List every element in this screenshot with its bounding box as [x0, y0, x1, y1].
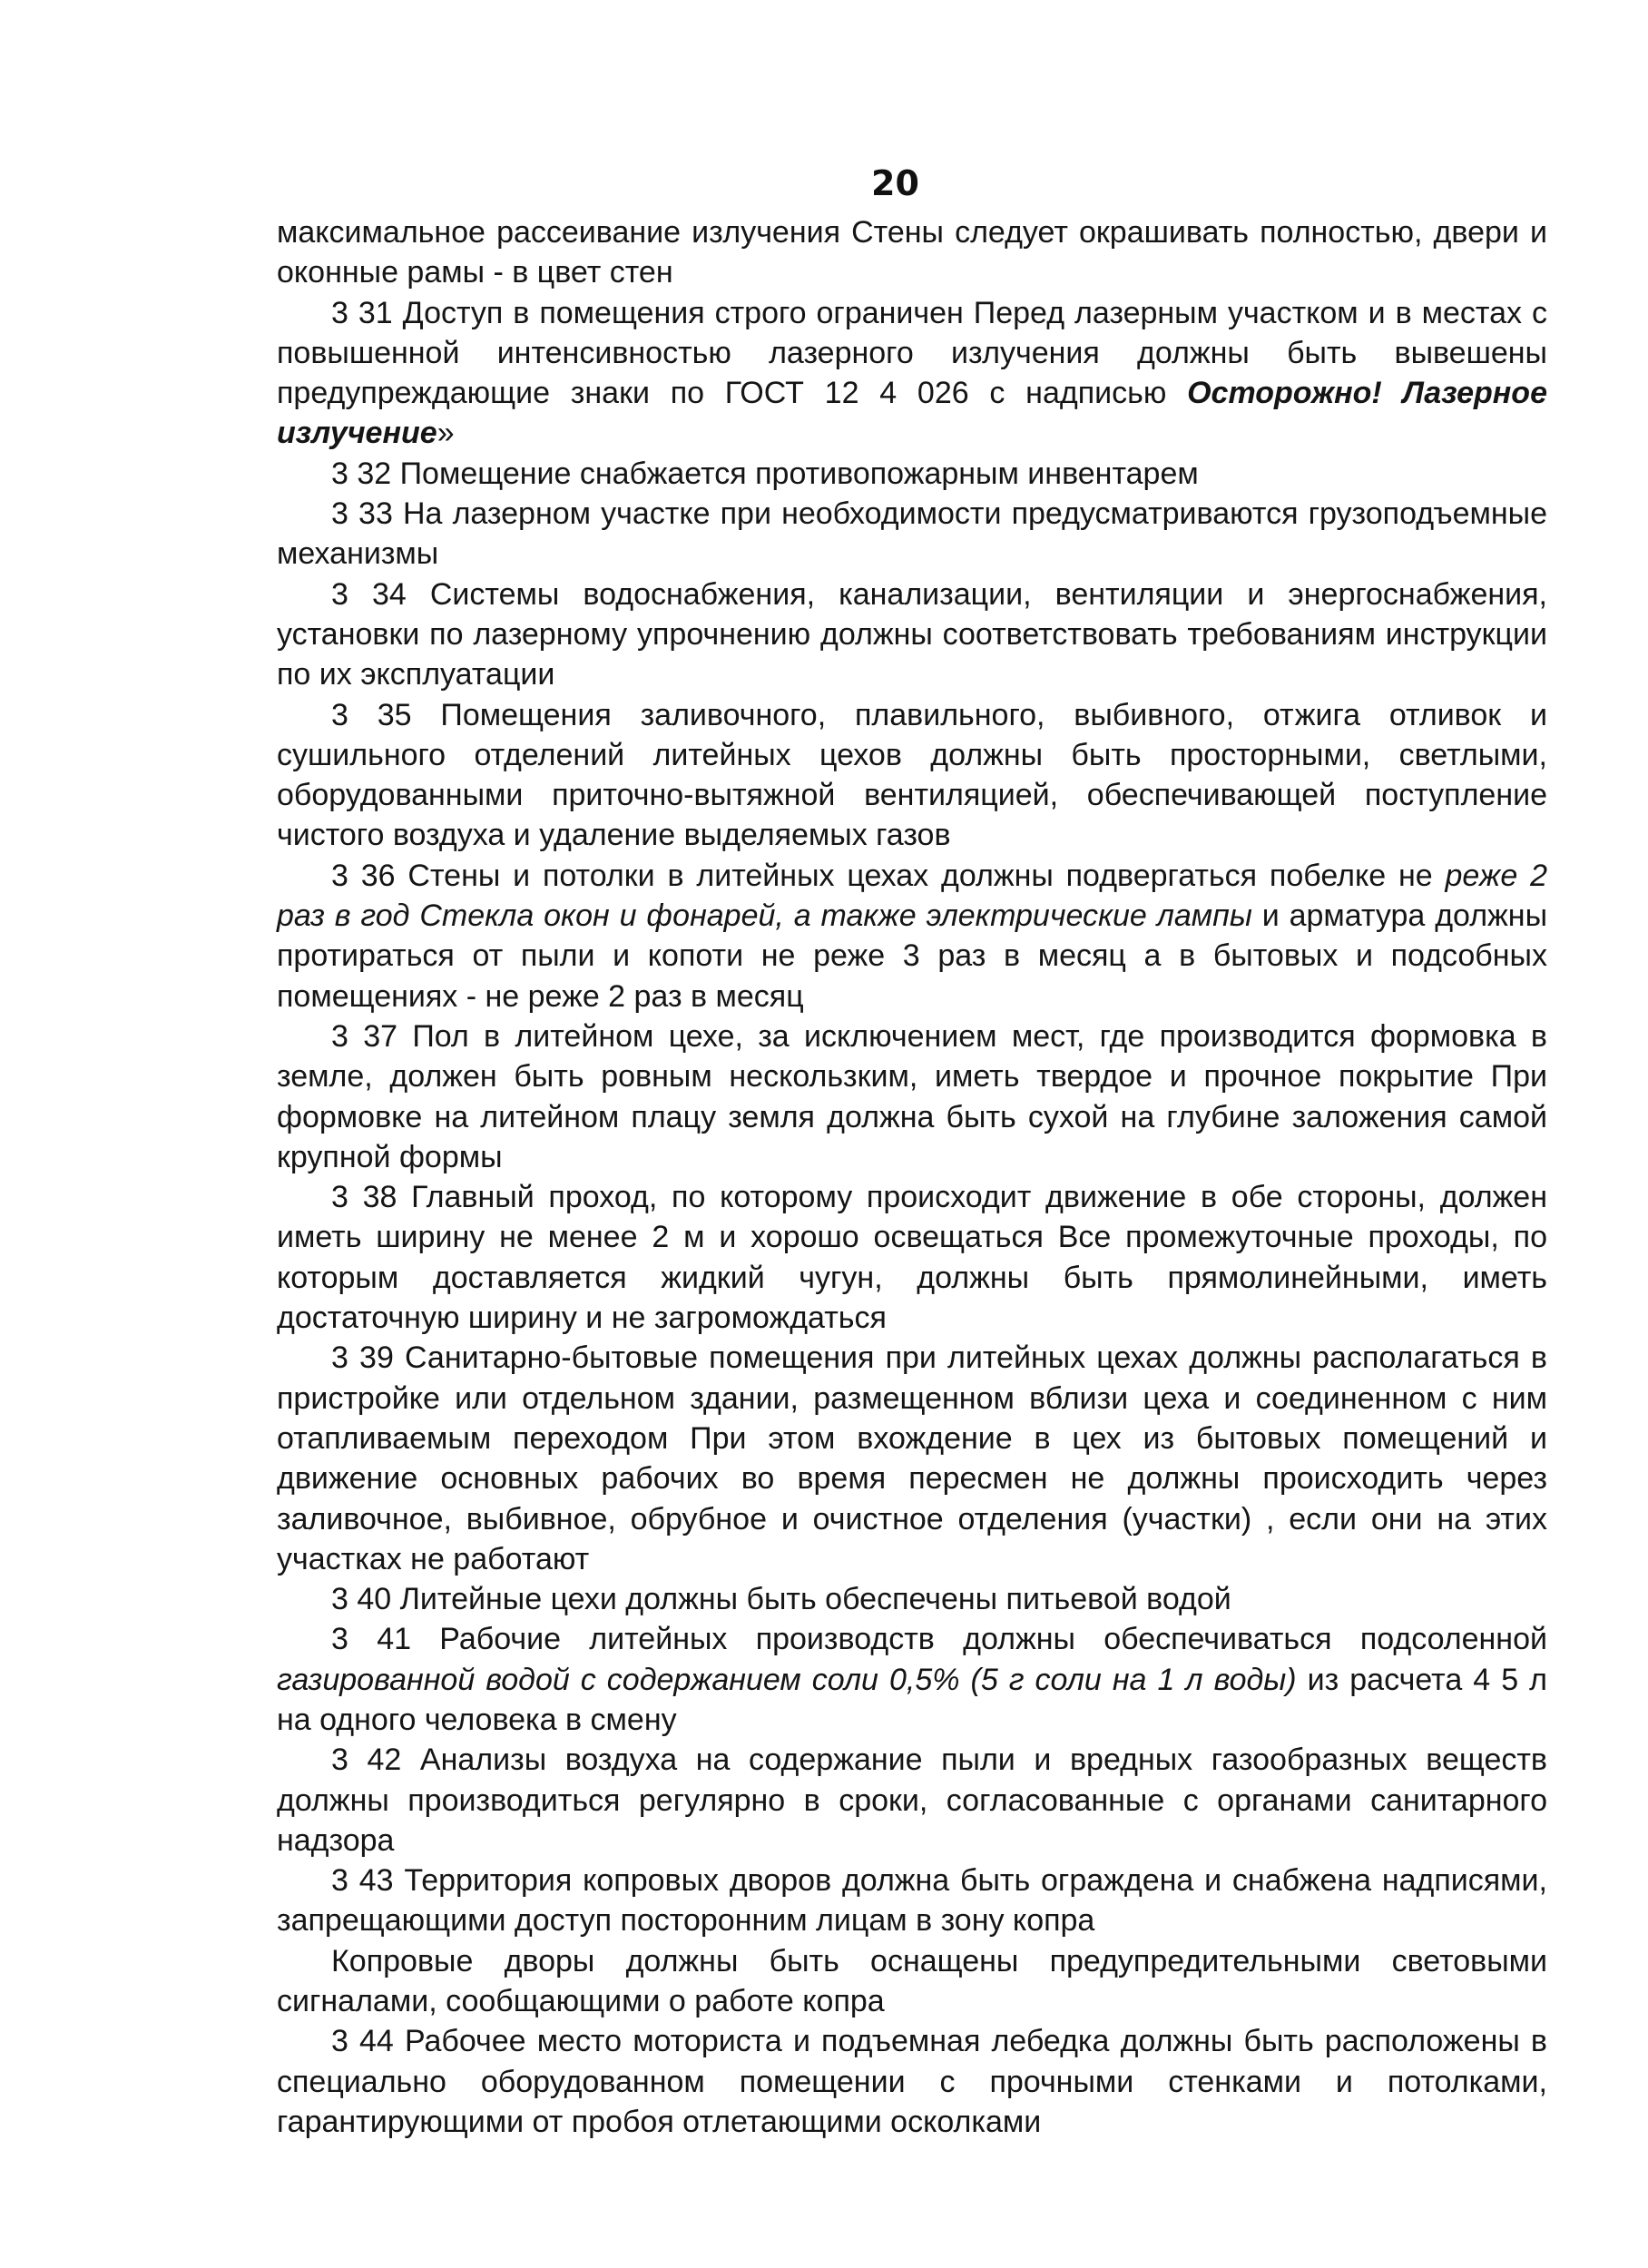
- laser-warning-label: Осторожно! Лазерное излучение: [277, 376, 1547, 451]
- paragraph-3-41-text: 3 41 Рабочие литейных производств должны обеспечиваться подсоленной: [331, 1622, 1547, 1657]
- paragraph-3-44: 3 44 Рабочее место моториста и подъемная лебедка должны быть расположены в специально оборудованном помещении с прочными стенками и потолками, гарантирующими от пробоя отлетающими осколками: [277, 2024, 1547, 2139]
- paragraph-3-35: 3 35 Помещения заливочного, плавильного, выбивного, отжига отливок и сушильного отделений литейных цехов должны быть просторными, светлыми, оборудованными приточно-вытяжной вентиляцией, обеспечивающей поступление чистого воздуха и удаление выделяемых газов: [277, 697, 1547, 853]
- paragraph-3-43: 3 43 Территория копровых дворов должна быть ограждена и снабжена надписями, запрещающими доступ посторонним лицам в зону копра: [277, 1863, 1547, 1939]
- paragraph-3-36-tail: и арматура должны протираться от пыли и копоти не реже 3 раз в месяц а в бытовых и подсобных помещениях - не реже 2 раз в месяц: [277, 898, 1548, 1014]
- paragraph-3-31-text: 3 31 Доступ в помещения строго ограничен Перед лазерным участком и в местах с повышенной интенсивностью лазерного излучения должны быть вывешены предупреждающие знаки по ГОСТ 12 4 026 с надписью: [277, 295, 1547, 411]
- paragraph-3-40: 3 40 Литейные цехи должны быть обеспечены питьевой водой: [331, 1582, 1231, 1617]
- paragraph-3-43-signals: Копровые дворы должны быть оснащены предупредительными световыми сигналами, сообщающими о работе копра: [277, 1943, 1547, 2019]
- paragraph-3-31: [277, 293, 1547, 454]
- paragraph-3-41: [277, 1619, 1547, 1740]
- paragraph-3-38: 3 38 Главный проход, по которому происходит движение в обе стороны, должен иметь ширину не менее 2 м и хорошо освещаться Все промежуточные проходы, по которым доставляется жидкий чугун, должны быть прямолинейными, иметь достаточную ширину и не загромождаться: [277, 1180, 1547, 1336]
- paragraph-3-39: 3 39 Санитарно-бытовые помещения при литейных цехах должны располагаться в пристройке или отдельном здании, размещенном вблизи цеха и соединенном с ним отапливаемым переходом При этом вхождение в цех из бытовых помещений и движение основных рабочих во время пересмен не должны происходить через заливочное, выбивное, обрубное и очистное отделения (участки) , если они на этих участках не работают: [277, 1340, 1547, 1576]
- paragraph-3-41-italic: газированной водой с содержанием соли 0,5% (5 г соли на 1 л воды): [277, 1662, 1297, 1697]
- page-number: 20: [871, 163, 919, 203]
- paragraph-3-33: 3 33 На лазерном участке при необходимости предусматриваются грузоподъемные механизмы: [277, 496, 1547, 572]
- paragraph-continuation: максимальное рассеивание излучения Стены следует окрашивать полностью, двери и оконные рамы - в цвет стен: [277, 215, 1547, 290]
- paragraph-3-31-tail: »: [437, 416, 455, 451]
- paragraph-3-36-italic: реже 2 раз в год Стекла окон и фонарей, а также электрические лампы: [277, 858, 1547, 934]
- paragraph-3-42: 3 42 Анализы воздуха на содержание пыли и вредных газообразных веществ должны производиться регулярно в сроки, согласованные с органами санитарного надзора: [277, 1743, 1547, 1858]
- paragraph-3-32: 3 32 Помещение снабжается противопожарным инвентарем: [331, 456, 1199, 491]
- paragraph-3-36: [277, 856, 1547, 1016]
- paragraph-3-34: 3 34 Системы водоснабжения, канализации, вентиляции и энергоснабжения, установки по лазерному упрочнению должны соответствовать требованиям инструкции по их эксплуатации: [277, 576, 1547, 692]
- paragraph-3-41-tail: из расчета 4 5 л на одного человека в смену: [277, 1662, 1547, 1737]
- document-body: [277, 212, 1547, 2142]
- paragraph-3-37: 3 37 Пол в литейном цехе, за исключением мест, где производится формовка в земле, должен быть ровным нескользким, иметь твердое и прочное покрытие При формовке на литейном плацу земля должна быть сухой на глубине заложения самой крупной формы: [277, 1018, 1547, 1174]
- paragraph-3-36-text: 3 36 Стены и потолки в литейных цехах должны подвергаться побелке не: [331, 858, 1446, 893]
